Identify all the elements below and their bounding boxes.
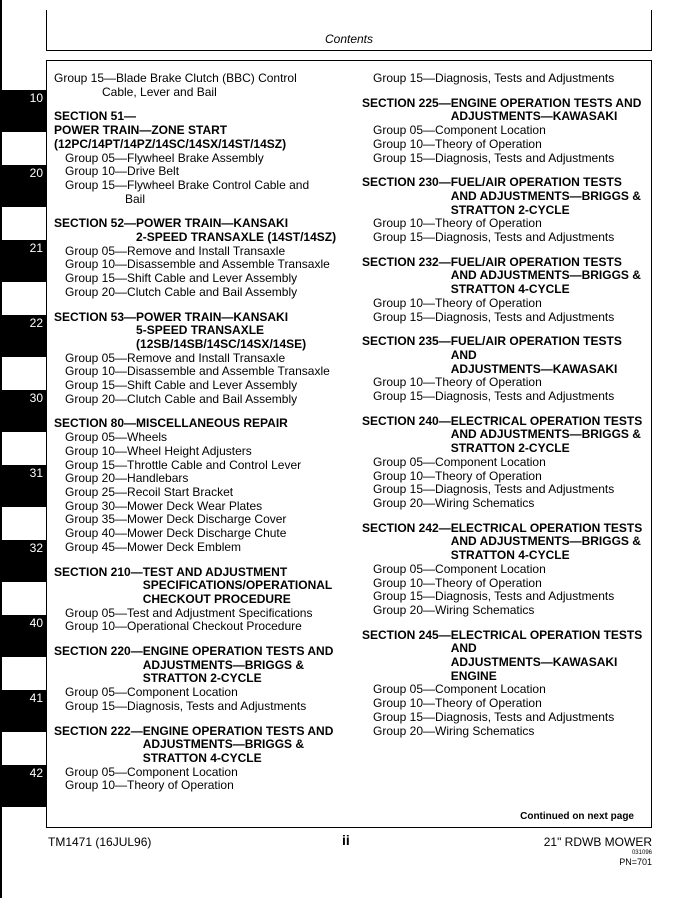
section-title [143,566,354,607]
section-number: SECTION 230— [362,175,451,190]
section-title-line: ELECTRICAL OPERATION TESTS [450,627,643,642]
section-heading-row [362,415,647,456]
section-title-line: ADJUSTMENTS—KAWASAKI [450,655,618,670]
section-title-line: ELECTRICAL OPERATION TESTS [450,520,643,535]
section-number: SECTION 242— [362,520,451,535]
section-title-line: (12SB/14SB/14SC/14SX/14SE) [136,336,307,351]
thumb-tab[interactable]: 22 [0,315,46,357]
date-code: 031096 [631,850,652,856]
section-title [136,311,354,352]
toc-section [362,256,647,325]
group-entry[interactable]: Group 05—Test and Adjustment Specifications [65,605,313,620]
product-name: 21" RDWB MOWER [543,835,652,849]
section-heading[interactable] [362,629,647,684]
group-entry[interactable]: Group 05—Flywheel Brake Assembly [65,150,264,165]
section-title-line: ENGINE OPERATION TESTS AND [142,644,334,659]
section-title-line: POWER TRAIN—KANSAKI [136,216,289,231]
group-entry[interactable]: Group 15—Diagnosis, Tests and Adjustments [373,589,615,604]
section-title-line: POWER TRAIN—KANSAKI [136,309,289,324]
thumb-tab[interactable]: 20 [0,165,46,207]
section-title-line: 5-SPEED TRANSAXLE [136,323,265,338]
section-title-line: ENGINE OPERATION TESTS AND [142,723,334,738]
section-title-line: TEST AND ADJUSTMENT [142,564,288,579]
section-heading[interactable] [54,725,354,766]
group-entry[interactable]: Group 20—Wiring Schematics [373,495,535,510]
group-entry[interactable]: Group 15—Diagnosis, Tests and Adjustments [373,309,615,324]
page-title: Contents [324,32,374,46]
section-title [54,110,354,151]
section-heading[interactable] [362,256,647,297]
toc-section [362,629,647,739]
toc-section [54,645,354,714]
section-title [451,256,647,297]
section-heading[interactable] [54,217,354,244]
group-entry[interactable]: Group 15—Blade Brake Clutch (BBC) Control [54,71,297,85]
section-title [136,417,354,431]
section-number: SECTION 80— [54,416,137,431]
group-entry[interactable]: Group 10—Theory of Operation [373,468,542,483]
section-title-line: MISCELLANEOUS REPAIR [136,416,288,431]
section-title-line: STRATTON 4-CYCLE [142,750,262,765]
section-title-line: STRATTON 2-CYCLE [450,441,570,456]
section-title-line: CHECKOUT PROCEDURE [142,591,291,606]
toc-section [362,335,647,404]
group-entry[interactable]: Group 15—Diagnosis, Tests and Adjustments [373,709,615,724]
section-number: SECTION 53— [54,309,137,324]
toc-section [362,522,647,618]
section-title-line: ADJUSTMENTS—BRIGGS & [142,737,305,752]
group-entry[interactable]: Group 10—Theory of Operation [373,295,542,310]
thumb-tab[interactable]: 42 [0,765,46,807]
section-title-line: ENGINE OPERATION TESTS AND [450,95,642,110]
section-title [451,97,647,124]
thumb-tab[interactable]: 41 [0,690,46,732]
group-entry[interactable]: Group 10—Theory of Operation [373,696,542,711]
section-heading-row [362,335,647,376]
group-entry[interactable]: Group 05—Wheels [65,430,168,445]
group-entry[interactable]: Group 05—Component Location [65,764,238,779]
section-heading[interactable] [54,645,354,686]
group-entry[interactable]: Group 10—Theory of Operation [373,136,542,151]
toc-section [54,311,354,407]
group-entry[interactable]: Group 15—Throttle Cable and Control Lever [65,457,302,472]
section-title [143,645,354,686]
section-title-line: AND [450,347,477,362]
section-title-line: STRATTON 2-CYCLE [450,202,570,217]
contents-left-column [54,72,354,793]
section-title [143,725,354,766]
section-heading-row [54,110,354,151]
group-entry[interactable]: Group 05—Component Location [65,685,238,700]
toc-section [54,566,354,635]
toc-section [54,417,354,554]
section-title-line: AND ADJUSTMENTS—BRIGGS & [450,534,641,549]
section-heading[interactable] [54,311,354,352]
group-entry[interactable]: Group 20—Handlebars [65,471,189,486]
section-heading-row [54,417,354,431]
left-edge-rule [0,0,2,898]
toc-section [362,97,647,166]
thumb-tab[interactable]: 10 [0,90,46,132]
toc-section [362,176,647,245]
group-entry[interactable]: Group 45—Mower Deck Emblem [65,539,242,554]
section-title-line: POWER TRAIN—ZONE START [54,123,228,138]
thumb-tab[interactable]: 30 [0,390,46,432]
section-number: SECTION 235— [362,334,451,349]
section-heading-row [54,645,354,686]
section-title-line: ADJUSTMENTS—BRIGGS & [142,657,305,672]
section-title-line: AND ADJUSTMENTS—BRIGGS & [450,268,641,283]
toc-section [362,415,647,511]
section-heading[interactable] [362,97,647,124]
group-entry[interactable]: Group 15—Flywheel Brake Control Cable and [65,177,310,192]
section-title-line: AND ADJUSTMENTS—BRIGGS & [450,427,641,442]
page-number: ii [342,832,350,848]
thumb-tab[interactable]: 40 [0,615,46,657]
section-heading[interactable] [54,566,354,607]
section-title [136,217,354,244]
section-title-line: ENGINE [450,668,497,683]
section-title-line: FUEL/AIR OPERATION TESTS [450,334,622,349]
section-heading-row [362,522,647,563]
group-entry[interactable]: Group 20—Clutch Cable and Bail Assembly [65,391,298,406]
group-entry-continued: Bail [125,191,146,206]
section-number: SECTION 222— [54,723,143,738]
section-title-line: AND [450,641,477,656]
group-entry[interactable]: Group 15—Diagnosis, Tests and Adjustments [65,698,307,713]
section-heading-row [362,256,647,297]
group-entry[interactable]: Group 15—Diagnosis, Tests and Adjustments [373,150,615,165]
section-heading-row [54,311,354,352]
section-heading[interactable] [54,417,354,431]
group-entry[interactable]: Group 25—Recoil Start Bracket [65,484,234,499]
group-entry[interactable]: Group 05—Component Location [373,123,546,138]
toc-section [54,110,354,206]
section-title-line: 2-SPEED TRANSAXLE (14ST/14SZ) [136,230,337,245]
group-entry[interactable]: Group 10—Disassemble and Assemble Transaxle [65,257,330,272]
section-heading-row [362,97,647,124]
group-entry[interactable]: Group 10—Theory of Operation [65,778,234,793]
section-title-line: AND ADJUSTMENTS—BRIGGS & [450,188,641,203]
section-title-line: ADJUSTMENTS—KAWASAKI [450,109,618,124]
section-title-line: STRATTON 4-CYCLE [450,282,570,297]
group-entry[interactable]: Group 15—Diagnosis, Tests and Adjustments [373,71,615,85]
group-entry[interactable]: Group 10—Theory of Operation [373,216,542,231]
group-entry[interactable]: Group 10—Drive Belt [65,164,180,179]
toc-section [54,72,354,99]
section-number: SECTION 232— [362,254,451,269]
continued-note: Continued on next page [520,811,634,822]
section-title-line: FUEL/AIR OPERATION TESTS [450,175,622,190]
section-title [451,335,647,376]
group-entry[interactable]: Group 05—Component Location [373,561,546,576]
group-entry[interactable]: Group 15—Diagnosis, Tests and Adjustments [373,389,615,404]
pn-number: PN=701 [619,857,652,867]
group-entry[interactable]: Group 05—Component Location [373,682,546,697]
section-heading[interactable] [362,176,647,217]
section-heading-row [362,176,647,217]
section-title-line: SECTION 51— [54,109,137,124]
group-entry[interactable]: Group 05—Remove and Install Transaxle [65,350,286,365]
section-heading-row [54,725,354,766]
section-title [451,629,647,684]
group-entry[interactable]: Group 05—Component Location [373,454,546,469]
section-heading[interactable] [362,335,647,376]
group-entry[interactable]: Group 10—Disassemble and Assemble Transaxle [65,364,330,379]
group-entry[interactable]: Group 15—Diagnosis, Tests and Adjustments [373,482,615,497]
section-number: SECTION 240— [362,413,451,428]
section-title [451,176,647,217]
section-number: SECTION 220— [54,644,143,659]
group-entry[interactable]: Group 10—Theory of Operation [373,575,542,590]
toc-section [54,725,354,794]
group-entry[interactable]: Group 10—Wheel Height Adjusters [65,443,252,458]
section-heading[interactable] [362,522,647,563]
section-title-line: FUEL/AIR OPERATION TESTS [450,254,622,269]
thumb-tab[interactable]: 21 [0,240,46,282]
manual-number: TM1471 (16JUL96) [48,835,152,849]
group-entry[interactable]: Group 15—Diagnosis, Tests and Adjustments [373,230,615,245]
section-title-line: STRATTON 4-CYCLE [450,548,570,563]
section-number: SECTION 52— [54,216,137,231]
section-title-line: ADJUSTMENTS—KAWASAKI [450,361,618,376]
section-heading[interactable] [54,110,354,151]
section-title [451,522,647,563]
section-title-line: STRATTON 2-CYCLE [142,671,262,686]
toc-section [54,217,354,299]
section-title [451,415,647,456]
section-title-line: SPECIFICATIONS/OPERATIONAL [142,578,333,593]
section-title-line: ELECTRICAL OPERATION TESTS [450,413,643,428]
group-entry[interactable]: Group 15—Shift Cable and Lever Assembly [65,271,298,286]
section-heading-row [362,629,647,684]
header-box [46,10,652,51]
section-heading-row [54,217,354,244]
group-entry-continued: Cable, Lever and Bail [102,84,217,99]
section-title-line: (12PC/14PT/14PZ/14SC/14SX/14ST/14SZ) [54,136,287,151]
group-entry[interactable]: Group 10—Operational Checkout Procedure [65,619,302,634]
group-entry[interactable]: Group 05—Remove and Install Transaxle [65,243,286,258]
group-entry[interactable]: Group 20—Clutch Cable and Bail Assembly [65,284,298,299]
group-entry[interactable]: Group 35—Mower Deck Discharge Cover [65,512,287,527]
section-heading[interactable] [362,415,647,456]
group-entry[interactable]: Group 40—Mower Deck Discharge Chute [65,526,287,541]
contents-right-column [362,72,647,738]
thumb-tab[interactable]: 32 [0,540,46,582]
toc-section [362,72,647,86]
group-entry[interactable]: Group 30—Mower Deck Wear Plates [65,498,263,513]
section-heading-row [54,566,354,607]
thumb-tab[interactable]: 31 [0,465,46,507]
group-entry[interactable]: Group 10—Theory of Operation [373,375,542,390]
group-entry[interactable]: Group 15—Shift Cable and Lever Assembly [65,378,298,393]
section-number: SECTION 210— [54,564,143,579]
section-number: SECTION 245— [362,627,451,642]
group-entry[interactable]: Group 20—Wiring Schematics [373,723,535,738]
group-entry[interactable]: Group 20—Wiring Schematics [373,602,535,617]
section-number: SECTION 225— [362,95,451,110]
